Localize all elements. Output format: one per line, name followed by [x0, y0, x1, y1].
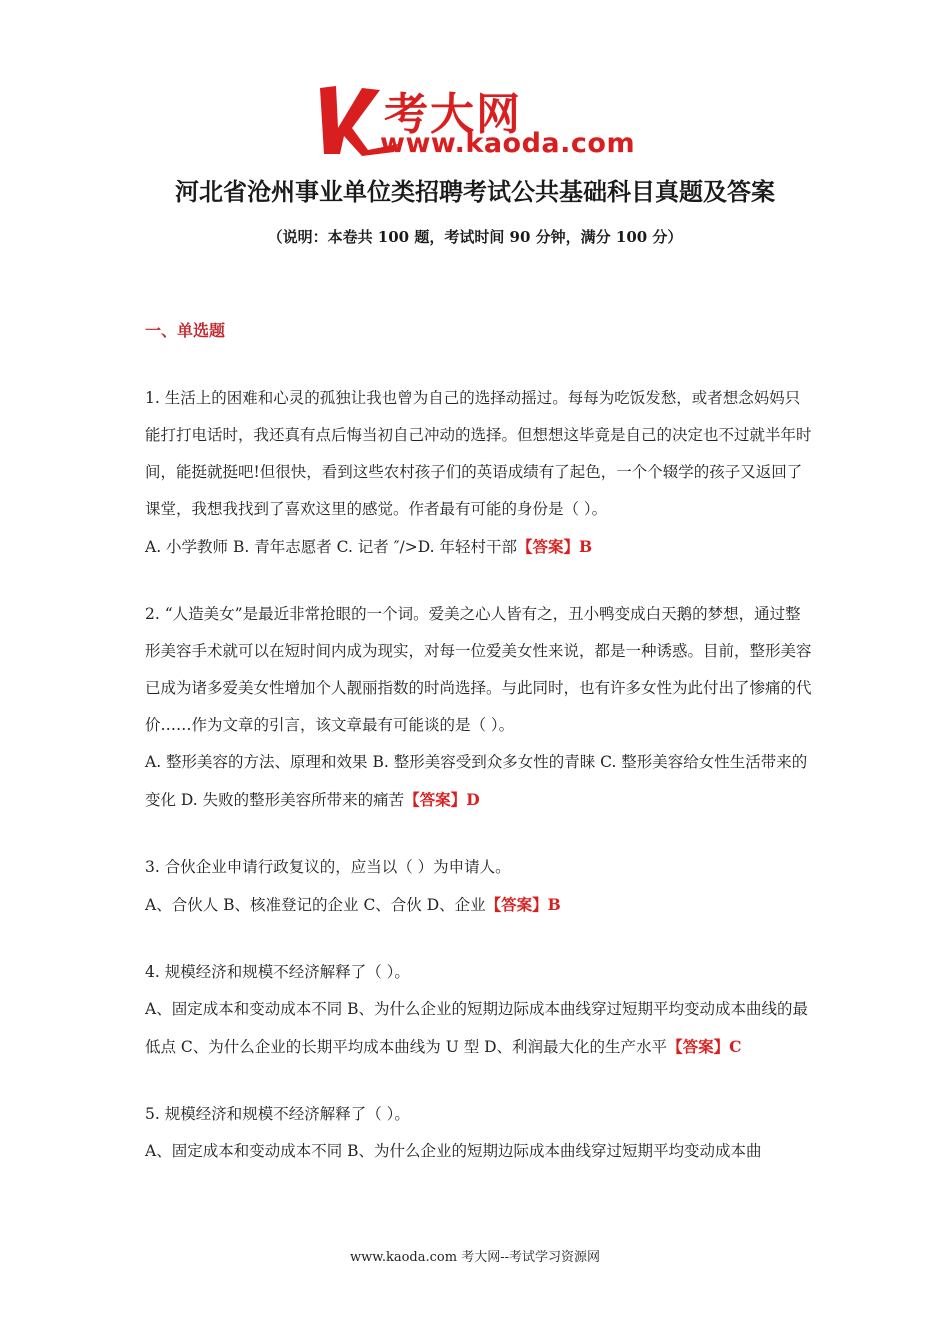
question-stem: 1. 生活上的困难和心灵的孤独让我也曾为自己的选择动摇过。每每为吃饭发愁，或者想念妈妈只能打打电话时，我还真有点后悔当初自己冲动的选择。但想想这毕竟是自己的决定也不过就半年时间，能挺就挺吧!但很快，看到这些农村孩子们的英语成绩有了起色，一个个辍学的孩子又返回了课堂，我想我找到了喜欢这里的感觉。作者最有可能的身份是（ ）。: [145, 389, 812, 518]
answer-label: 【答案】: [516, 537, 579, 556]
question-item: [145, 954, 815, 1066]
brand-name: 考大网: [384, 89, 522, 140]
options-text: A、固定成本和变动成本不同 B、为什么企业的短期边际成本曲线穿过短期平均变动成本曲线的最低点 C、为什么企业的长期平均成本曲线为 U 型 D、利润最大化的生产水平: [145, 1000, 809, 1056]
page-footer: www.kaoda.com 考大网--考试学习资源网: [350, 1250, 600, 1265]
answer-value: B: [547, 895, 561, 914]
question-list: [145, 380, 815, 1170]
answer-value: C: [729, 1037, 742, 1056]
question-stem: 2. “人造美女”是最近非常抢眼的一个词。爱美之心人皆有之，丑小鸭变成白天鹅的梦想，通过整形美容手术就可以在短时间内成为现实，对每一位爱美女性来说，都是一种诱惑。目前，整形美容已成为诸多爱美女性增加个人靓丽指数的时尚选择。与此同时，也有许多女性为此付出了惨痛的代价……作为文章的引言，该文章最有可能谈的是（ ）。: [145, 605, 812, 734]
question-options: [145, 991, 815, 1066]
question-item: [145, 596, 815, 819]
question-options: [145, 744, 815, 819]
kaoda-logo: [318, 84, 638, 162]
question-stem: 4. 规模经济和规模不经济解释了（ ）。: [145, 963, 410, 981]
question-options: [145, 886, 815, 924]
question-item: [145, 1096, 815, 1170]
options-text: A. 整形美容的方法、原理和效果 B. 整形美容受到众多女性的青睐 C. 整形美容给女性生活带来的变化 D. 失败的整形美容所带来的痛苦: [145, 753, 808, 809]
options-text: A. 小学教师 B. 青年志愿者 C. 记者 ″/>D. 年轻村干部: [145, 538, 517, 556]
question-options: [145, 1133, 815, 1170]
brand-url: www.kaoda.com: [380, 128, 636, 159]
answer-label: 【答案】: [485, 895, 548, 914]
question-item: [145, 849, 815, 924]
question-item: [145, 380, 815, 566]
answer-value: B: [578, 537, 593, 556]
answer-label: 【答案】: [667, 1037, 730, 1056]
answer-label: 【答案】: [404, 790, 467, 809]
question-stem: 5. 规模经济和规模不经济解释了（ ）。: [145, 1105, 410, 1123]
question-options: [145, 528, 815, 566]
section-heading: 一、单选题: [145, 321, 226, 340]
question-stem: 3. 合伙企业申请行政复议的，应当以（ ）为申请人。: [145, 858, 511, 876]
options-text: A、固定成本和变动成本不同 B、为什么企业的短期边际成本曲线穿过短期平均变动成本曲: [145, 1142, 762, 1160]
document-title: 河北省沧州事业单位类招聘考试公共基础科目真题及答案: [175, 178, 775, 206]
options-text: A、合伙人 B、核准登记的企业 C、合伙 D、企业: [145, 896, 486, 914]
answer-value: D: [466, 790, 480, 809]
document-subtitle: （说明：本卷共 100 题，考试时间 90 分钟，满分 100 分）: [267, 228, 683, 246]
